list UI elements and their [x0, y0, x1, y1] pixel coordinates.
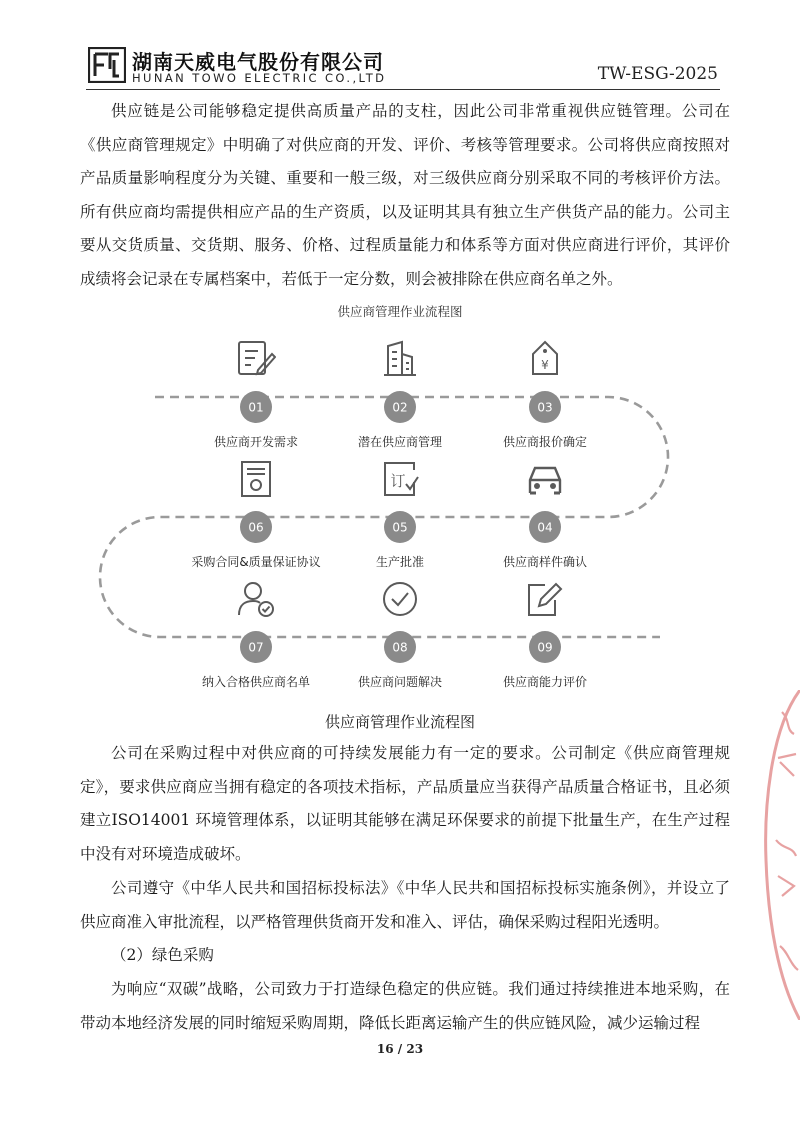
approval-stamp-icon — [380, 460, 420, 498]
step-label-05: 生产批准 — [375, 555, 424, 569]
company-logo — [88, 47, 126, 83]
flow-step-02 — [325, 340, 475, 450]
flowchart-caption: 供应商管理作业流程图 — [324, 713, 475, 731]
step-label-01: 供应商开发需求 — [213, 435, 298, 449]
page-number: 16 / 23 — [376, 1042, 424, 1056]
step-badge-03 — [528, 390, 562, 424]
flow-step-09 — [470, 580, 620, 690]
step-badge-08 — [383, 630, 417, 664]
step-badge-01 — [239, 390, 273, 424]
paragraph-supply-chain: 供应链是公司能够稳定提供高质量产品的支柱，因此公司非常重视供应链管理。公司在《供应商管理规定》中明确了对供应商的开发、评价、考核等管理要求。公司将供应商按照对产品质量影响程度分为关键、重要和一般三级，对三级供应商分别采取不同的考核评价方法。所有供应商均需提供相应产品的生产资质，以及证明其具有独立生产供货产品的能力。公司主要从交货质量、交货期、服务、价格、过程质量能力和体系等方面对供应商进行评价，其评价成绩将会记录在专属档案中，若低于一定分数，则会被排除在供应商名单之外。 — [80, 102, 730, 288]
svg-text:09: 09 — [537, 640, 553, 655]
step-badge-05 — [383, 510, 417, 544]
company-name-cn: 湖南天威电气股份有限公司 — [132, 50, 384, 74]
paragraph-bidding-law: 公司遵守《中华人民共和国招标投标法》《中华人民共和国招标投标实施条例》，并设立了供应商准入审批流程，以严格管理供货商开发和准入、评估，确保采购过程阳光透明。 — [80, 879, 730, 931]
svg-text:07: 07 — [248, 640, 264, 655]
contract-certificate-icon — [236, 460, 276, 498]
svg-text:06: 06 — [248, 520, 264, 535]
svg-text:01: 01 — [248, 400, 264, 415]
flow-step-05 — [325, 460, 475, 570]
paragraph-sustainability: 公司在采购过程中对供应商的可持续发展能力有一定的要求。公司制定《供应商管理规定》，要求供应商应当拥有稳定的各项技术指标，产品质量应当获得产品质量合格证书，且必须建立ISO14001 环境管理体系，以证明其能够在满足环保要求的前提下批量生产，在生产过程中没有对环境造成破坏。 — [80, 744, 730, 863]
user-check-icon — [236, 580, 276, 618]
flow-step-06 — [181, 460, 331, 570]
price-tag-icon — [525, 340, 565, 378]
car-icon — [525, 460, 565, 498]
header-divider — [86, 89, 720, 90]
svg-text:03: 03 — [537, 400, 553, 415]
flow-step-04 — [470, 460, 620, 570]
step-label-06: 采购合同&质量保证协议 — [191, 555, 321, 569]
step-badge-02 — [383, 390, 417, 424]
svg-text:订: 订 — [390, 472, 406, 490]
svg-text:02: 02 — [392, 400, 408, 415]
step-label-09: 供应商能力评价 — [502, 675, 587, 689]
paragraph-dual-carbon: 为响应“双碳”战略，公司致力于打造绿色稳定的供应链。我们通过持续推进本地采购，在带动本地经济发展的同时缩短采购周期，降低长距离运输产生的供应链风险，减少运输过程 — [80, 980, 730, 1032]
check-circle-icon — [380, 580, 420, 618]
edit-pen-icon — [525, 580, 565, 618]
svg-text:08: 08 — [392, 640, 408, 655]
svg-text:¥: ¥ — [541, 358, 549, 372]
step-label-03: 供应商报价确定 — [502, 435, 587, 449]
step-label-02: 潜在供应商管理 — [357, 435, 442, 449]
step-badge-07 — [239, 630, 273, 664]
document-code: TW-ESG-2025 — [597, 64, 718, 84]
svg-text:05: 05 — [392, 520, 408, 535]
svg-text:04: 04 — [537, 520, 553, 535]
company-name-en: HUNAN TOWO ELECTRIC CO.,LTD — [132, 71, 387, 85]
step-badge-09 — [528, 630, 562, 664]
form-edit-icon — [236, 340, 276, 378]
flow-step-08 — [325, 580, 475, 690]
step-label-08: 供应商问题解决 — [357, 675, 442, 689]
heading-green-procurement: （2）绿色采购 — [111, 946, 214, 964]
step-label-07: 纳入合格供应商名单 — [201, 675, 310, 689]
flow-step-01 — [181, 340, 331, 450]
flow-step-07 — [181, 580, 331, 690]
flow-step-03 — [470, 340, 620, 450]
seal-stamp-fragment — [760, 690, 800, 1020]
step-label-04: 供应商样件确认 — [502, 555, 587, 569]
flowchart-title: 供应商管理作业流程图 — [337, 304, 463, 319]
step-badge-06 — [239, 510, 273, 544]
building-icon — [380, 340, 420, 378]
step-badge-04 — [528, 510, 562, 544]
